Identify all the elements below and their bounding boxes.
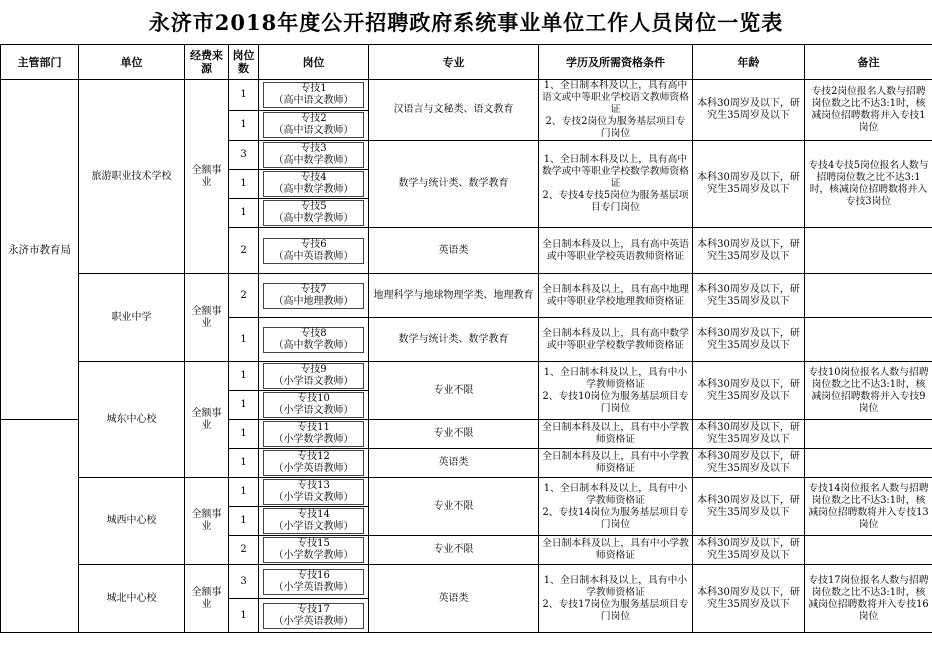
- position-code: 专技10: [297, 393, 330, 404]
- note-cell: 专技17岗位报名人数与招聘岗位数之比不达3:1时，核减岗位招聘数将并入专技16岗位: [805, 565, 932, 633]
- count-cell: 1: [229, 449, 259, 478]
- age-cell: 本科30周岁及以下，研究生35周岁及以下: [693, 420, 805, 449]
- note-cell: 专技14岗位报名人数与招聘岗位数之比不达3:1时，核减岗位招聘数将并入专技13岗位: [805, 478, 932, 536]
- req-cell: 1、全日制本科及以上，具有高中数学或中等职业学校数学教师资格证 2、专技4专技5岗位为服务基层项目专门岗位: [539, 141, 693, 228]
- position-label: [263, 603, 364, 629]
- age-cell: 本科30周岁及以下，研究生35周岁及以下: [693, 449, 805, 478]
- age-cell: 本科30周岁及以下，研究生35周岁及以下: [693, 565, 805, 633]
- major-cell: 汉语言与文秘类、语文教育: [369, 80, 539, 141]
- header-position: 岗位: [259, 45, 369, 80]
- age-cell: 本科30周岁及以下，研究生35周岁及以下: [693, 228, 805, 274]
- position-label: [263, 537, 364, 563]
- position-sub: （小学语文教师）: [273, 376, 354, 387]
- position-sub: （小学英语教师）: [273, 463, 354, 474]
- table-row: [1, 362, 932, 391]
- major-cell: 专业不限: [369, 478, 539, 536]
- position-label: [263, 392, 364, 418]
- position-sub: （小学数学教师）: [273, 550, 354, 561]
- position-cell: [259, 228, 369, 274]
- position-label: [263, 421, 364, 447]
- count-cell: 1: [229, 199, 259, 228]
- count-cell: 1: [229, 420, 259, 449]
- position-cell: [259, 141, 369, 170]
- unit-cell: 旅游职业技术学校: [79, 80, 185, 274]
- position-code: 专技12: [297, 451, 330, 462]
- req-cell: 全日制本科及以上，具有中小学教师资格证: [539, 449, 693, 478]
- position-cell: [259, 391, 369, 420]
- count-cell: 1: [229, 362, 259, 391]
- position-code: 专技3: [300, 143, 327, 154]
- position-label: [263, 508, 364, 534]
- position-label: [263, 82, 364, 108]
- position-label: [263, 479, 364, 505]
- funding-cell: 全额事业: [185, 80, 229, 274]
- age-cell: 本科30周岁及以下，研究生35周岁及以下: [693, 362, 805, 420]
- age-cell: 本科30周岁及以下，研究生35周岁及以下: [693, 536, 805, 565]
- position-code: 专技13: [297, 480, 330, 491]
- req-cell: 全日制本科及以上，具有高中英语或中等职业学校英语教师资格证: [539, 228, 693, 274]
- age-cell: 本科30周岁及以下，研究生35周岁及以下: [693, 80, 805, 141]
- position-code: 专技7: [300, 283, 327, 295]
- page-title: 永济市2018年度公开招聘政府系统事业单位工作人员岗位一览表: [148, 10, 784, 35]
- position-cell: [259, 362, 369, 391]
- position-cell: [259, 478, 369, 507]
- count-cell: 1: [229, 80, 259, 111]
- count-cell: 3: [229, 141, 259, 170]
- req-cell: 全日制本科及以上，具有高中地理或中等职业学校地理教师资格证: [539, 274, 693, 318]
- position-sub: （高中数学教师）: [273, 155, 354, 166]
- position-label: [263, 569, 364, 595]
- position-sub: （小学语文教师）: [273, 492, 354, 503]
- position-sub: （小学英语教师）: [273, 581, 354, 593]
- header-req: 学历及所需资格条件: [539, 45, 693, 80]
- req-cell: 全日制本科及以上，具有中小学教师资格证: [539, 420, 693, 449]
- note-cell: [805, 536, 932, 565]
- position-code: 专技8: [300, 327, 327, 339]
- funding-cell: 全额事业: [185, 478, 229, 565]
- unit-cell: 城东中心校: [79, 362, 185, 478]
- position-sub: （小学英语教师）: [273, 615, 354, 627]
- count-cell: 1: [229, 318, 259, 362]
- major-cell: 英语类: [369, 228, 539, 274]
- age-cell: 本科30周岁及以下，研究生35周岁及以下: [693, 318, 805, 362]
- funding-cell: 全额事业: [185, 565, 229, 633]
- position-code: 专技14: [297, 509, 330, 520]
- position-code: 专技1: [300, 82, 327, 94]
- position-label: [263, 327, 364, 353]
- table-row: [1, 80, 932, 111]
- count-cell: 1: [229, 507, 259, 536]
- major-cell: 专业不限: [369, 362, 539, 420]
- position-cell: [259, 536, 369, 565]
- count-cell: 2: [229, 274, 259, 318]
- count-cell: 2: [229, 536, 259, 565]
- position-label: [263, 238, 364, 264]
- position-cell: [259, 80, 369, 111]
- req-cell: 全日制本科及以上，具有高中数学或中等职业学校数学教师资格证: [539, 318, 693, 362]
- req-cell: 1、全日制本科及以上，具有高中语文或中等职业学校语文教师资格证 2、专技2岗位为服务基层项目专门岗位: [539, 80, 693, 141]
- position-sub: （高中语文教师）: [273, 125, 354, 137]
- table-row: [1, 565, 932, 599]
- major-cell: 数学与统计类、数学教育: [369, 318, 539, 362]
- position-cell: [259, 170, 369, 199]
- position-cell: [259, 420, 369, 449]
- header-note: 备注: [805, 45, 932, 80]
- count-cell: 3: [229, 565, 259, 599]
- note-cell: [805, 449, 932, 478]
- position-sub: （高中数学教师）: [273, 213, 354, 224]
- funding-cell: 全额事业: [185, 362, 229, 478]
- position-sub: （高中数学教师）: [273, 184, 354, 195]
- count-cell: 1: [229, 110, 259, 141]
- position-code: 专技5: [300, 201, 327, 212]
- position-label: [263, 363, 364, 389]
- position-cell: [259, 199, 369, 228]
- header-unit: 单位: [79, 45, 185, 80]
- count-cell: 1: [229, 478, 259, 507]
- table-row: [1, 274, 932, 318]
- age-cell: 本科30周岁及以下，研究生35周岁及以下: [693, 274, 805, 318]
- position-sub: （高中数学教师）: [273, 339, 354, 351]
- note-cell: [805, 420, 932, 449]
- note-cell: 专技10岗位报名人数与招聘岗位数之比不达3:1时，核减岗位招聘数将并入专技9岗位: [805, 362, 932, 420]
- position-label: [263, 112, 364, 138]
- position-sub: （高中地理教师）: [273, 295, 354, 307]
- header-funding: 经费来源: [185, 45, 229, 80]
- note-cell: 专技4专技5岗位报名人数与招聘岗位数之比不达3:1时，核减岗位招聘数将并入专技3岗位: [805, 141, 932, 228]
- header-row: [1, 45, 932, 80]
- position-code: 专技4: [300, 172, 327, 183]
- dept-cell-cont: [1, 420, 79, 633]
- major-cell: 专业不限: [369, 420, 539, 449]
- position-code: 专技15: [297, 538, 330, 549]
- major-cell: 英语类: [369, 565, 539, 633]
- position-sub: （小学语文教师）: [273, 405, 354, 416]
- count-cell: 1: [229, 599, 259, 633]
- position-sub: （高中语文教师）: [273, 94, 354, 106]
- position-cell: [259, 507, 369, 536]
- unit-cell: 城西中心校: [79, 478, 185, 565]
- header-dept: 主管部门: [1, 45, 79, 80]
- position-label: [263, 200, 364, 226]
- age-cell: 本科30周岁及以下，研究生35周岁及以下: [693, 478, 805, 536]
- positions-table: [0, 44, 932, 633]
- position-cell: [259, 449, 369, 478]
- req-cell: 1、全日制本科及以上，具有中小学教师资格证 2、专技14岗位为服务基层项目专门岗位: [539, 478, 693, 536]
- age-cell: 本科30周岁及以下，研究生35周岁及以下: [693, 141, 805, 228]
- header-age: 年龄: [693, 45, 805, 80]
- header-major: 专业: [369, 45, 539, 80]
- position-sub: （小学语文教师）: [273, 521, 354, 532]
- unit-cell: 城北中心校: [79, 565, 185, 633]
- note-cell: [805, 318, 932, 362]
- major-cell: 地理科学与地球物理学类、地理教育: [369, 274, 539, 318]
- note-cell: 专技2岗位报名人数与招聘岗位数之比不达3:1时，核减岗位招聘数将并入专技1岗位: [805, 80, 932, 141]
- note-cell: [805, 274, 932, 318]
- funding-cell: 全额事业: [185, 274, 229, 362]
- dept-cell: 永济市教育局: [1, 80, 79, 420]
- position-code: 专技17: [297, 603, 330, 615]
- position-label: [263, 450, 364, 476]
- position-code: 专技11: [297, 422, 330, 433]
- req-cell: 1、全日制本科及以上，具有中小学教师资格证 2、专技10岗位为服务基层项目专门岗位: [539, 362, 693, 420]
- major-cell: 专业不限: [369, 536, 539, 565]
- position-sub: （小学数学教师）: [273, 434, 354, 445]
- position-code: 专技2: [300, 113, 327, 125]
- req-cell: 全日制本科及以上，具有中小学教师资格证: [539, 536, 693, 565]
- major-cell: 数学与统计类、数学教育: [369, 141, 539, 228]
- table-row: [1, 478, 932, 507]
- count-cell: 1: [229, 170, 259, 199]
- position-sub: （高中英语教师）: [273, 250, 354, 262]
- major-cell: 英语类: [369, 449, 539, 478]
- position-code: 专技9: [300, 364, 327, 375]
- unit-cell: 职业中学: [79, 274, 185, 362]
- position-cell: [259, 110, 369, 141]
- header-count: 岗位数: [229, 45, 259, 80]
- count-cell: 2: [229, 228, 259, 274]
- position-cell: [259, 274, 369, 318]
- position-cell: [259, 599, 369, 633]
- req-cell: 1、全日制本科及以上，具有中小学教师资格证 2、专技17岗位为服务基层项目专门岗位: [539, 565, 693, 633]
- position-code: 专技16: [297, 569, 330, 581]
- position-cell: [259, 318, 369, 362]
- position-cell: [259, 565, 369, 599]
- note-cell: [805, 228, 932, 274]
- position-label: [263, 142, 364, 168]
- count-cell: 1: [229, 391, 259, 420]
- position-label: [263, 171, 364, 197]
- position-label: [263, 283, 364, 309]
- position-code: 专技6: [300, 238, 327, 250]
